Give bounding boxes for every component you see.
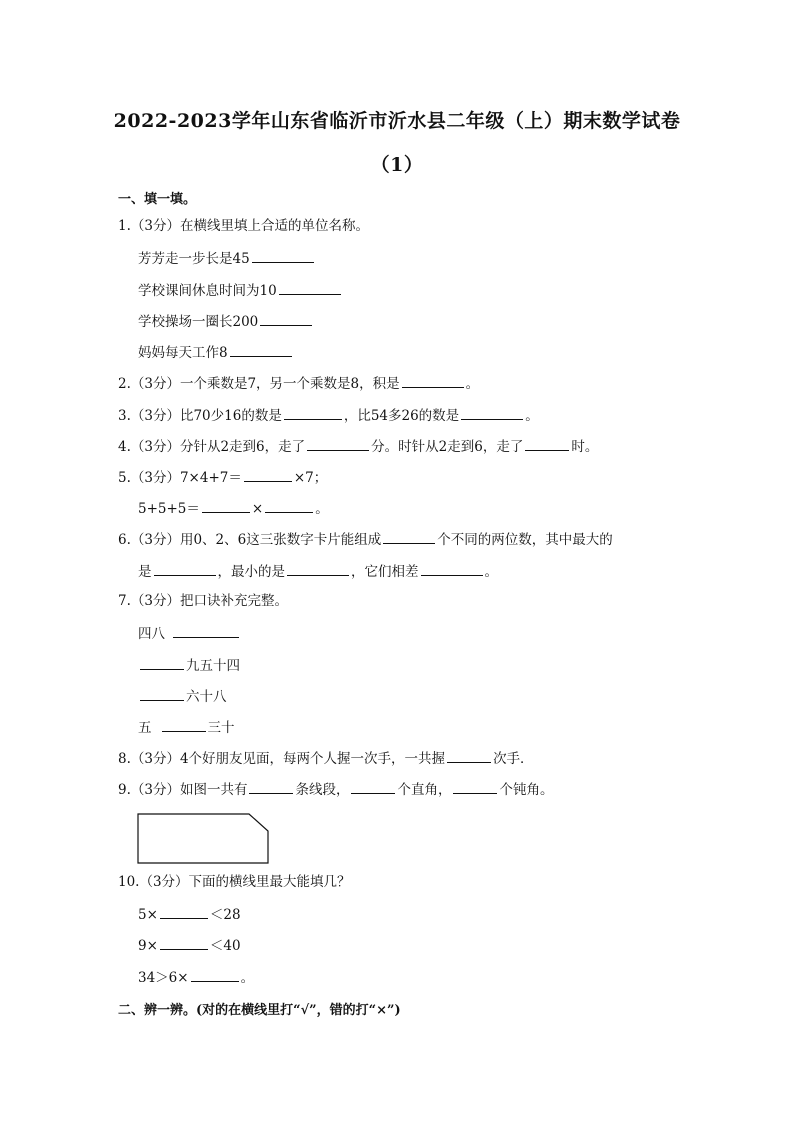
question-2 xyxy=(118,373,479,393)
question-text: 三十 xyxy=(207,720,235,736)
question-10c xyxy=(138,967,254,987)
answer-blank[interactable] xyxy=(162,717,206,732)
question-text: 个钝角。 xyxy=(499,782,554,798)
answer-blank[interactable] xyxy=(351,779,395,794)
answer-blank[interactable] xyxy=(453,779,497,794)
answer-blank[interactable] xyxy=(447,748,491,763)
answer-blank[interactable] xyxy=(252,248,314,263)
question-8 xyxy=(118,748,534,768)
question-1: 1.（3分）在横线里填上合适的单位名称。 xyxy=(118,218,369,234)
question-text: 5.（3分）7×4+7＝ xyxy=(118,470,242,486)
question-text: ＜40 xyxy=(209,938,241,954)
answer-blank[interactable] xyxy=(307,436,369,451)
answer-blank[interactable] xyxy=(140,686,184,701)
question-1c xyxy=(138,311,314,331)
question-text: 6.（3分）用0、2、6这三张数字卡片能组成 xyxy=(118,532,382,548)
question-text: 。 xyxy=(484,564,498,580)
answer-blank[interactable] xyxy=(230,342,292,357)
exam-title-line2: （1） xyxy=(370,154,424,176)
question-text: 妈妈每天工作8 xyxy=(138,345,228,361)
question-10b xyxy=(138,935,241,955)
answer-blank[interactable] xyxy=(191,967,239,982)
question-text: ×7； xyxy=(293,470,328,486)
question-7: 7.（3分）把口诀补充完整。 xyxy=(118,593,288,609)
answer-blank[interactable] xyxy=(402,373,464,388)
question-text: 九五十四 xyxy=(186,658,240,674)
question-text: 。 xyxy=(525,408,539,424)
pentagon-figure xyxy=(137,813,271,865)
question-text: 六十八 xyxy=(186,689,227,705)
question-text: 学校操场一圈长200 xyxy=(138,314,259,330)
question-6-line2 xyxy=(138,561,498,581)
answer-blank[interactable] xyxy=(265,498,313,513)
answer-blank[interactable] xyxy=(202,498,250,513)
question-text: 五 xyxy=(138,720,152,736)
answer-blank[interactable] xyxy=(383,529,435,544)
question-text: 8.（3分）4个好朋友见面，每两个人握一次手，一共握 xyxy=(118,751,446,767)
question-text: ，最小的是 xyxy=(217,564,285,580)
question-text: 34＞6× xyxy=(138,970,189,986)
question-7b xyxy=(138,655,240,675)
question-text: 时。 xyxy=(571,439,599,455)
answer-blank[interactable] xyxy=(525,436,569,451)
question-6 xyxy=(118,529,613,549)
question-7a xyxy=(138,623,241,643)
question-10: 10.（3分）下面的横线里最大能填几？ xyxy=(118,874,351,890)
question-text: ，它们相差 xyxy=(351,564,419,580)
answer-blank[interactable] xyxy=(260,311,312,326)
answer-blank[interactable] xyxy=(461,405,523,420)
question-3 xyxy=(118,405,539,425)
question-text: 学校课间休息时间为10 xyxy=(138,283,277,299)
answer-blank[interactable] xyxy=(154,561,216,576)
question-text: 2.（3分）一个乘数是7，另一个乘数是8，积是 xyxy=(118,376,400,392)
question-text: ，比54多26的数是 xyxy=(343,408,460,424)
question-text: 次手． xyxy=(493,751,534,767)
question-text: 分。时针从2走到6，走了 xyxy=(371,439,524,455)
question-text: × xyxy=(251,501,264,517)
question-7c xyxy=(138,686,227,706)
question-text: 5+5+5＝ xyxy=(138,501,200,517)
section-heading-2: 二、辨一辨。(对的在横线里打“√”，错的打“×”) xyxy=(118,1003,401,1018)
question-4 xyxy=(118,436,598,456)
question-text: 。 xyxy=(240,970,255,986)
question-1d xyxy=(138,342,294,362)
question-text: 。 xyxy=(465,376,480,392)
question-text: 是 xyxy=(138,564,152,580)
question-text: 芳芳走一步长是45 xyxy=(138,251,250,267)
answer-blank[interactable] xyxy=(160,904,208,919)
question-5-line2 xyxy=(138,498,329,518)
question-text: 9× xyxy=(138,938,158,954)
answer-blank[interactable] xyxy=(279,280,341,295)
figure-shape xyxy=(138,814,268,863)
answer-blank[interactable] xyxy=(244,467,292,482)
question-7d xyxy=(138,717,235,737)
question-text: 4.（3分）分针从2走到6，走了 xyxy=(118,439,306,455)
answer-blank[interactable] xyxy=(249,779,293,794)
question-text: 9.（3分）如图一共有 xyxy=(118,782,248,798)
answer-blank[interactable] xyxy=(287,561,349,576)
answer-blank[interactable] xyxy=(173,623,239,638)
question-text: 四八 xyxy=(138,626,165,642)
question-text: ＜28 xyxy=(209,907,241,923)
section-heading-1: 一、填一填。 xyxy=(118,192,197,207)
question-text: 条线段， xyxy=(295,782,350,798)
question-text: 。 xyxy=(315,501,329,517)
question-1a xyxy=(138,248,316,268)
question-9 xyxy=(118,779,553,799)
question-10a xyxy=(138,904,241,924)
question-text: 3.（3分）比70少16的数是 xyxy=(118,408,282,424)
answer-blank[interactable] xyxy=(421,561,483,576)
answer-blank[interactable] xyxy=(140,655,184,670)
question-text: 5× xyxy=(138,907,158,923)
question-5 xyxy=(118,467,327,487)
answer-blank[interactable] xyxy=(160,935,208,950)
question-1b xyxy=(138,280,343,300)
question-text: 个直角， xyxy=(397,782,452,798)
answer-blank[interactable] xyxy=(284,405,342,420)
exam-title: 2022-2023学年山东省临沂市沂水县二年级（上）期末数学试卷 xyxy=(113,110,681,132)
question-text: 个不同的两位数，其中最大的 xyxy=(437,532,613,548)
